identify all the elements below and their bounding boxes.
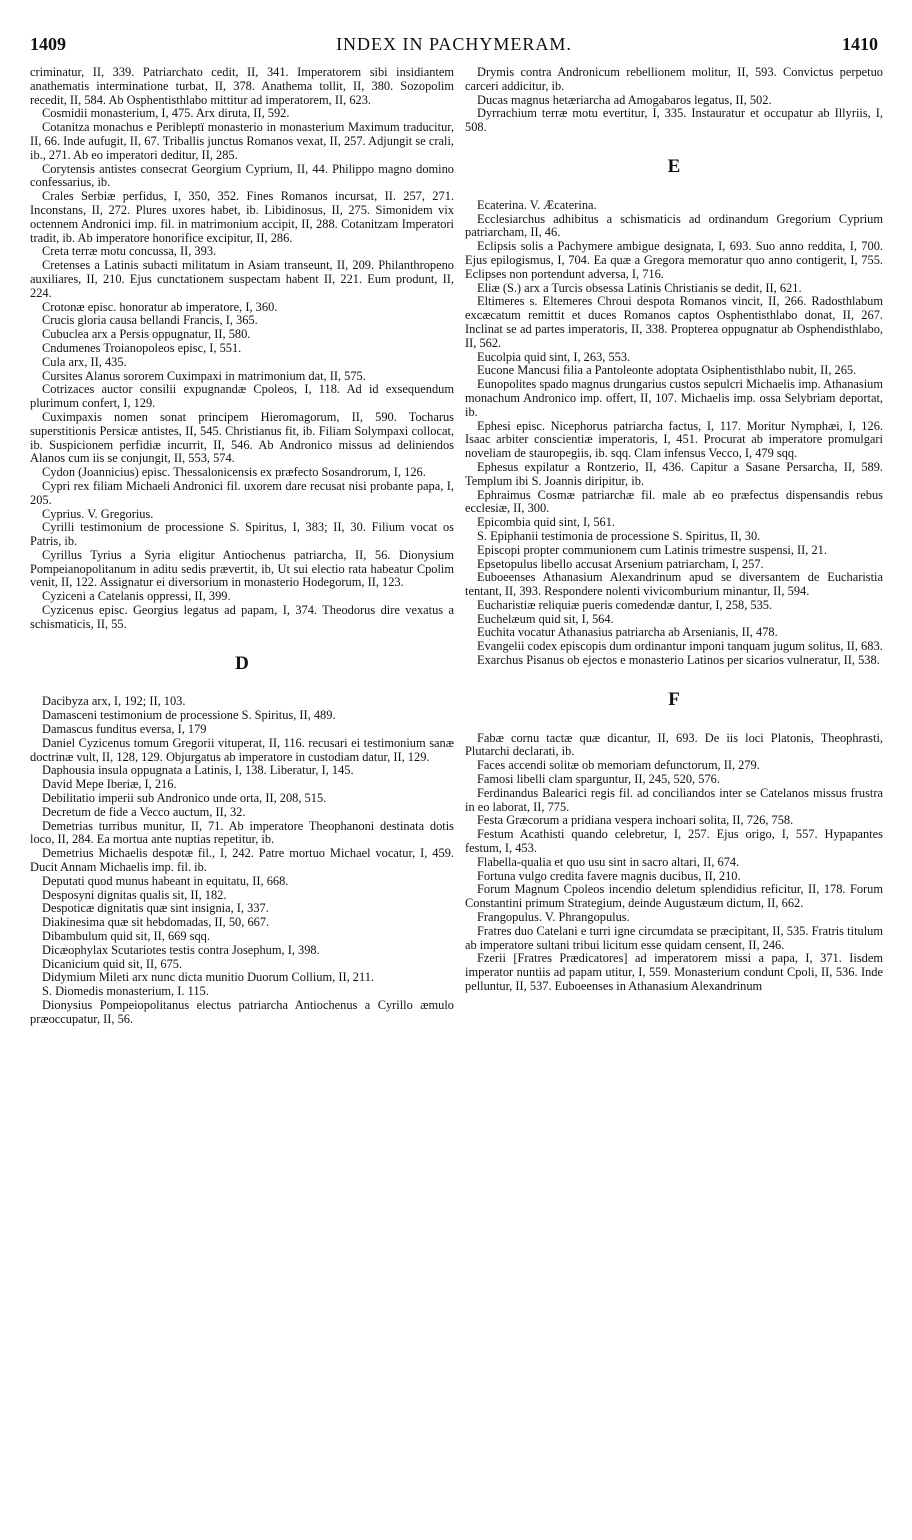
index-entry: Cosmidii monasterium, I, 475. Arx diruta, II, 592. xyxy=(42,106,290,121)
index-entry: Cyprius. V. Gregorius. xyxy=(42,506,154,521)
index-entry: Festum Acathisti quando celebretur, I, 257. Ejus origo, I, 557. Hypapantes festum, I, 453. xyxy=(465,827,883,856)
index-entry: Cypri rex filiam Michaeli Andronici fil. uxorem dare recusat nisi probante papa, I, 205. xyxy=(30,478,454,507)
index-entry: Euchita vocatur Athanasius patriarcha ab Arsenianis, II, 478. xyxy=(477,625,778,640)
index-entry: Decretum de fide a Vecco auctum, II, 32. xyxy=(42,804,246,819)
index-entry: Cyzicenus episc. Georgius legatus ad papam, I, 374. Theodorus dire vexatus a schismaticis, II, 55. xyxy=(30,603,454,631)
index-entry: Euchelæum quid sit, I, 564. xyxy=(477,611,614,626)
index-entry: Ephesi episc. Nicephorus patriarcha factus, I, 117. Moritur Nymphæi, I, 126. Isaac arbiter conscientiæ imperatoris, I, 451. Procurat ab imperatore promulgari noveliam de stauropegiis, ib. sqq. Clam infensus Vecco, I, 479 sqq. xyxy=(465,418,883,461)
index-entry: Dyrrachium terræ motu evertitur, I, 335. Instauratur et occupatur ab Illyriis, I, 508. xyxy=(465,106,883,135)
index-entry: Ephesus expilatur a Rontzerio, II, 436. Capitur a Sasane Persarcha, II, 589. Templum ibi S. Joannis diripitur, ib. xyxy=(465,459,883,488)
right-column xyxy=(465,66,883,994)
index-entry: Eucolpia quid sint, I, 263, 553. xyxy=(477,349,631,364)
index-entry: Cuximpaxis nomen sonat principem Hieromagorum, II, 590. Tocharus superstitionis Persicæ antistes, II, 545. Christianus fit, ib. Filiam Solympaxi collocat, ib. Suspicionem perfidiæ incurrit, II, 546. Ab Andronico missus ad deliniendos Alanos cum iis se conjungit, II, 553, 574. xyxy=(30,409,454,466)
index-entry: Forum Magnum Cpoleos incendio deletum splendidius reficitur, II, 178. Forum Constantini primum Strategium, deinde Augustæum dictum, II, 662. xyxy=(465,882,883,911)
index-entry: Eltimeres s. Eltemeres Chroui despota Romanos vincit, II, 266. Radosthlabum excæcatum remittit et duces Romanos captos Osphentisthlabo donat, II, 267. Inclinat se ad partes imperatoris, II, 338. Propterea oppugnatur ab Osphendisthlabo, II, 562. xyxy=(465,294,883,350)
index-entry: Epicombia quid sint, I, 561. xyxy=(477,515,616,530)
index-entry: Ecaterina. V. Æcaterina. xyxy=(477,197,597,212)
index-entry: Evangelii codex episcopis dum ordinantur imponi tanquam jugum solitus, II, 683. xyxy=(477,639,883,654)
index-entry: Fortuna vulgo credita favere magnis ducibus, II, 210. xyxy=(477,868,741,883)
index-entry: Cubuclea arx a Persis oppugnatur, II, 580. xyxy=(42,327,251,342)
page-header xyxy=(30,34,878,62)
index-entry: Crotonæ episc. honoratur ab imperatore, I, 360. xyxy=(42,299,278,314)
index-entry: Fabæ cornu tactæ quæ dicantur, II, 693. De iis loci Platonis, Theophrasti, Plutarchi declarati, ib. xyxy=(465,730,883,759)
index-entry: Damasceni testimonium de processione S. Spiritus, II, 489. xyxy=(42,708,336,723)
index-entry: Didymium Mileti arx nunc dicta munitio Duorum Collium, II, 211. xyxy=(42,970,374,985)
index-entry: Daniel Cyzicenus tomum Gregorii vituperat, II, 116. recusari ei testimonium sanæ doctrinæ vult, II, 128, 129. Objurgatus ab imperatore in custodiam datur, II, 129. xyxy=(30,735,454,764)
index-entry: Cotanitza monachus e Peribleptï monasterio in monasterium Maximum traducitur, II, 66. Inde aufugit, II, 67. Triballis junctus Romanos vexat, II, 257. Adjungit se crali, ib., 271. Ab eo imperatori deditur, II, 285. xyxy=(30,120,454,162)
index-entry: Creta terræ motu concussa, II, 393. xyxy=(42,244,217,259)
index-entry: Crucis gloria causa bellandi Francis, I, 365. xyxy=(42,313,258,328)
index-entry: Daphousia insula oppugnata a Latinis, I, 138. Liberatur, I, 145. xyxy=(42,763,354,778)
index-entry: Ducas magnus hetæriarcha ad Amogabaros legatus, II, 502. xyxy=(477,92,772,107)
left-column xyxy=(30,66,454,1027)
section-letter-f: F xyxy=(668,688,680,710)
index-entry: Eclipsis solis a Pachymere ambigue designata, I, 693. Suo anno reddita, I, 700. Ejus epilogismus, I, 704. Ea quæ a Gregora memoratur quo anno contigerit, I, 755. Eclipses non portendunt adversa, I, 716. xyxy=(465,239,883,281)
index-entry: Festa Græcorum a pridiana vespera inchoari solita, II, 726, 758. xyxy=(477,813,794,828)
index-entry: Dibambulum quid sit, II, 669 sqq. xyxy=(42,929,210,944)
index-entry: Crales Serbiæ perfidus, I, 350, 352. Fines Romanos incursat, II. 257, 271. Inconstans, II, 272. Plures uxores habet, ib. Libidinosus, II, 275. Simonidem vix octennem Andronici imp. fil. in matrimonium accipit, II, 288. Cotanitzam Imperatori tradit, ib. Ab imperatore honorifice excipitur, II, 286. xyxy=(30,189,454,245)
index-entry: Corytensis antistes consecrat Georgium Cyprium, II, 44. Philippo magno domino confessarius, ib. xyxy=(30,161,454,190)
index-entry: Euboeenses Athanasium Alexandrinum apud se diversantem de Eucharistia tentant, II, 393. Respondere nolenti vivicomburium minantur, II, 594. xyxy=(465,570,883,599)
index-entry: Cula arx, II, 435. xyxy=(42,354,127,369)
page-number-left: 1409 xyxy=(30,34,66,54)
index-entry: Desposyni dignitas qualis sit, II, 182. xyxy=(42,887,227,902)
index-entry: Epsetopulus libello accusat Arsenium patriarcham, I, 257. xyxy=(477,556,764,571)
index-entry: Exarchus Pisanus ob ejectos e monasterio Latinos per sicarios vulneratur, II, 538. xyxy=(477,653,880,668)
index-entry: Despoticæ dignitatis quæ sint insignia, I, 337. xyxy=(42,901,269,916)
index-entry: David Mepe Iberiæ, I, 216. xyxy=(42,777,177,792)
index-entry: Ephraimus Cosmæ patriarchæ fil. male ab eo præfectus dispensandis rebus ecclesiæ, II, 300. xyxy=(465,487,883,516)
index-entry: Frangopulus. V. Phrangopulus. xyxy=(477,910,630,925)
index-entry: Cotrizaces auctor consilii expugnandæ Cpoleos, I, 118. Ad id exsequendum plurimum confert, I, 129. xyxy=(30,382,454,411)
index-entry: Cndumenes Troianopoleos episc, I, 551. xyxy=(42,340,242,355)
index-entry: Eunopolites spado magnus drungarius custos sepulcri Michaelis imp. Athanasium monachum Andronico imp. offert, II, 107. Michaelis imp. ossa Selybriam deportat, ib. xyxy=(465,377,883,419)
index-entry: Debilitatio imperii sub Andronico unde orta, II, 208, 515. xyxy=(42,791,327,806)
index-entry: Dicæophylax Scutariotes testis contra Josephum, I, 398. xyxy=(42,942,320,957)
index-entry: Cyziceni a Catelanis oppressi, II, 399. xyxy=(42,589,231,604)
section-letter-d: D xyxy=(235,652,249,674)
index-entry: Dicanicium quid sit, II, 675. xyxy=(42,956,183,971)
page-number-right: 1410 xyxy=(842,34,878,54)
index-entry: Drymis contra Andronicum rebellionem molitur, II, 593. Convictus perpetuo carceri addicitur, ib. xyxy=(465,65,883,93)
index-entry: Ecclesiarchus adhibitus a schismaticis ad ordinandum Gregorium Cyprium patriarcham, II, 46. xyxy=(465,211,883,240)
index-entry: Deputati quod munus habeant in equitatu, II, 668. xyxy=(42,873,289,888)
index-entry: Cyrillus Tyrius a Syria eligitur Antiochenus patriarcha, II, 56. Dionysium Pompeianopolitanum in aditu sedis prævertit, ib, Ut sui electio rata habeatur Cpolim venit, II, 122. Assignatur ei diversorium in monasterio Hodegorum, II, 123. xyxy=(30,547,454,590)
index-entry: Eucone Mancusi filia a Pantoleonte adoptata Osiphentisthlabo nubit, II, 265. xyxy=(477,363,857,378)
index-entry: Eucharistiæ reliquiæ pueris comedendæ dantur, I, 258, 535. xyxy=(477,597,773,612)
index-entry: S. Diomedis monasterium, I. 115. xyxy=(42,984,209,999)
index-entry: Eliæ (S.) arx a Turcis obsessa Latinis Christianis se dedit, II, 621. xyxy=(477,280,802,295)
index-entry: Faces accendi solitæ ob memoriam defunctorum, II, 279. xyxy=(477,758,760,773)
index-entry: Famosi libelli clam sparguntur, II, 245, 520, 576. xyxy=(477,772,720,787)
index-entry: Cydon (Joannicius) episc. Thessalonicensis ex præfecto Sosandrorum, I, 126. xyxy=(42,465,426,480)
index-section-d-continued xyxy=(465,66,883,135)
index-entry: Dacibyza arx, I, 192; II, 103. xyxy=(42,694,186,709)
index-entry: Cursites Alanus sororem Cuximpaxi in matrimonium dat, II, 575. xyxy=(42,368,366,383)
index-entry: Fzerii [Fratres Prædicatores] ad imperatorem missi a papa, I, 371. Iisdem imperator nuntiis ad papam utitur, I, 559. Monasterium condunt Cpoli, II, 536. Inde pelluntur, II, 537. Euboeenses in Athanasium Alexandrinum xyxy=(465,951,883,994)
index-entry: Flabella-qualia et quo usu sint in sacro altari, II, 674. xyxy=(477,854,740,869)
index-entry: Fratres duo Catelani e turri igne circumdata se præcipitant, II, 535. Fratris titulum ab imperatore sultani tribui licitum esse quidam censent, II, 246. xyxy=(465,923,883,952)
index-entry: Diakinesima quæ sit hebdomadas, II, 50, 667. xyxy=(42,915,270,930)
index-entry: Cretenses a Latinis subacti militatum in Asiam transeunt, II, 209. Philanthropeno auxiliares, II, 210. Ejus cunctationem suspectam habent II, 221. Eum produnt, II, 224. xyxy=(30,258,454,300)
index-entry: criminatur, II, 339. Patriarchato cedit, II, 341. Imperatorem sibi insidiantem anathematis interminatione turbat, II, 378. Anathema tollit, II, 380. Sozopolim recedit, II, 584. Ab Osphentisthlabo mittitur ad imperatorem, II, 623. xyxy=(30,65,454,107)
index-section-f xyxy=(465,732,883,994)
index-entry: Demetrias turribus munitur, II, 71. Ab imperatore Theophanoni destinata dotis loco, II, 284. Ea mortua ante nuptias repetitur, ib. xyxy=(30,818,454,847)
index-entry: Episcopi propter communionem cum Latinis trimestre suspensi, II, 21. xyxy=(477,542,827,557)
index-entry: S. Epiphanii testimonia de processione S. Spiritus, II, 30. xyxy=(477,528,761,543)
index-section-e xyxy=(465,199,883,668)
index-section-c-continued xyxy=(30,66,454,632)
running-title: INDEX IN PACHYMERAM. xyxy=(336,34,572,54)
index-section-d xyxy=(30,695,454,1026)
index-entry: Demetrius Michaelis despotæ fil., I, 242. Patre mortuo Michael vocatur, I, 459. Ducit Annam Michaelis imp. fil. ib. xyxy=(30,846,454,875)
index-entry: Dionysius Pompeiopolitanus electus patriarcha Antiochenus a Cyrillo æmulo præoccupatur, II, 56. xyxy=(30,998,454,1026)
index-entry: Ferdinandus Balearici regis fil. ad conciliandos inter se Catelanos missus frustra in eo laborat, II, 775. xyxy=(465,785,883,814)
index-entry: Damascus funditus eversa, I, 179 xyxy=(42,722,207,737)
index-entry: Cyrilli testimonium de processione S. Spiritus, I, 383; II, 30. Filium vocat os Patris, ib. xyxy=(30,520,454,549)
section-letter-e: E xyxy=(667,155,681,177)
